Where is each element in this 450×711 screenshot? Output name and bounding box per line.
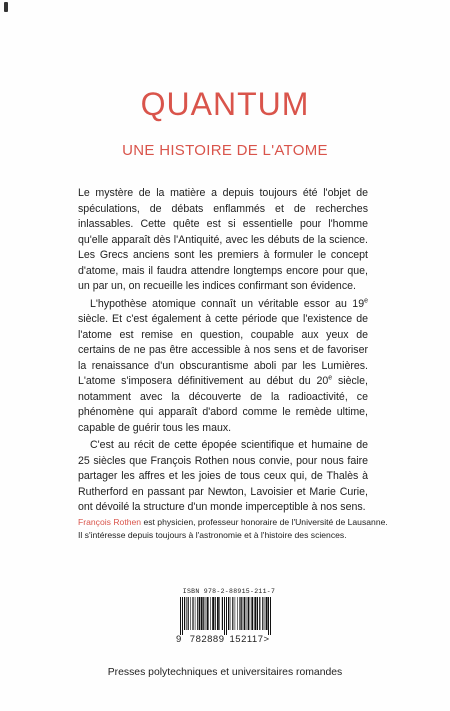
book-title: QUANTUM [140,86,310,122]
ean-group-1: 782889 [189,634,225,645]
superscript-e: e [328,374,333,382]
ean-arrow: > [263,634,270,645]
ean-first-digit: 9 [176,634,182,645]
author-note [78,516,388,542]
barcode-image [176,597,272,635]
author-description: est physicien, professeur honoraire de l'Université de Lausanne. [141,517,388,527]
superscript-e: e [364,296,368,304]
ean-digits [176,634,276,645]
blurb-paragraph-2 [78,297,368,437]
blurb-paragraph-3: C'est au récit de cette épopée scientifique et humaine de 25 siècles que François Rothen nous convie, pour nous faire partager les affres et les joies de tous ceux qui, de Thalès à Rutherford en passant par Newton, Lavoisier et Marie Curie, ont dévoilé la structure d'un monde imperceptible à nos sens. [78,439,368,513]
publisher-name: Presses polytechniques et universitaires romandes [107,667,343,678]
author-name: François Rothen [78,517,142,527]
blurb-paragraph-2-part-2: siècle. Et c'est également à cette période que l'existence de l'atome est remise en question, coupable aux yeux de certains de ne pas être accessible à nos sens et de favoriser la renaissance d'un obscurantisme aboli par les Lumières. L'atome s'imposera définitivement au début du 20 [78,313,368,387]
barcode-block [176,588,276,645]
blurb-paragraph-2-part-1: L'hypothèse atomique connaît un véritable essor au 19 [90,297,365,310]
corner-mark [4,2,8,12]
ean-group-2: 152117 [229,634,264,645]
book-subtitle: UNE HISTOIRE DE L'ATOME [122,142,328,159]
blurb-paragraph-1: Le mystère de la matière a depuis toujours été l'objet de spéculations, de débats enflammés et de recherches inlassables. Cette quête est si essentielle pour l'homme qu'elle apparaît dès l'Antiquité, avec les débuts de la science. Les Grecs anciens sont les premiers à formuler le concept d'atome, mais il faudra attendre longtemps encore pour que, un par un, on recueille les indices confirmant son évidence. [78,187,368,292]
author-note-line-2: Il s'intéresse depuis toujours à l'astronomie et à l'histoire des sciences. [78,530,347,540]
blurb [78,186,368,518]
author-note-line-1 [78,516,388,529]
blurb-paragraph-2-part-3: siècle, notamment avec la découverte de la radioactivité, ce phénomène qui apparaît d'abord comme le remède ultime, capable de guérir tous les maux. [78,375,368,434]
isbn-label: ISBN 978-2-88915-211-7 [182,588,276,595]
